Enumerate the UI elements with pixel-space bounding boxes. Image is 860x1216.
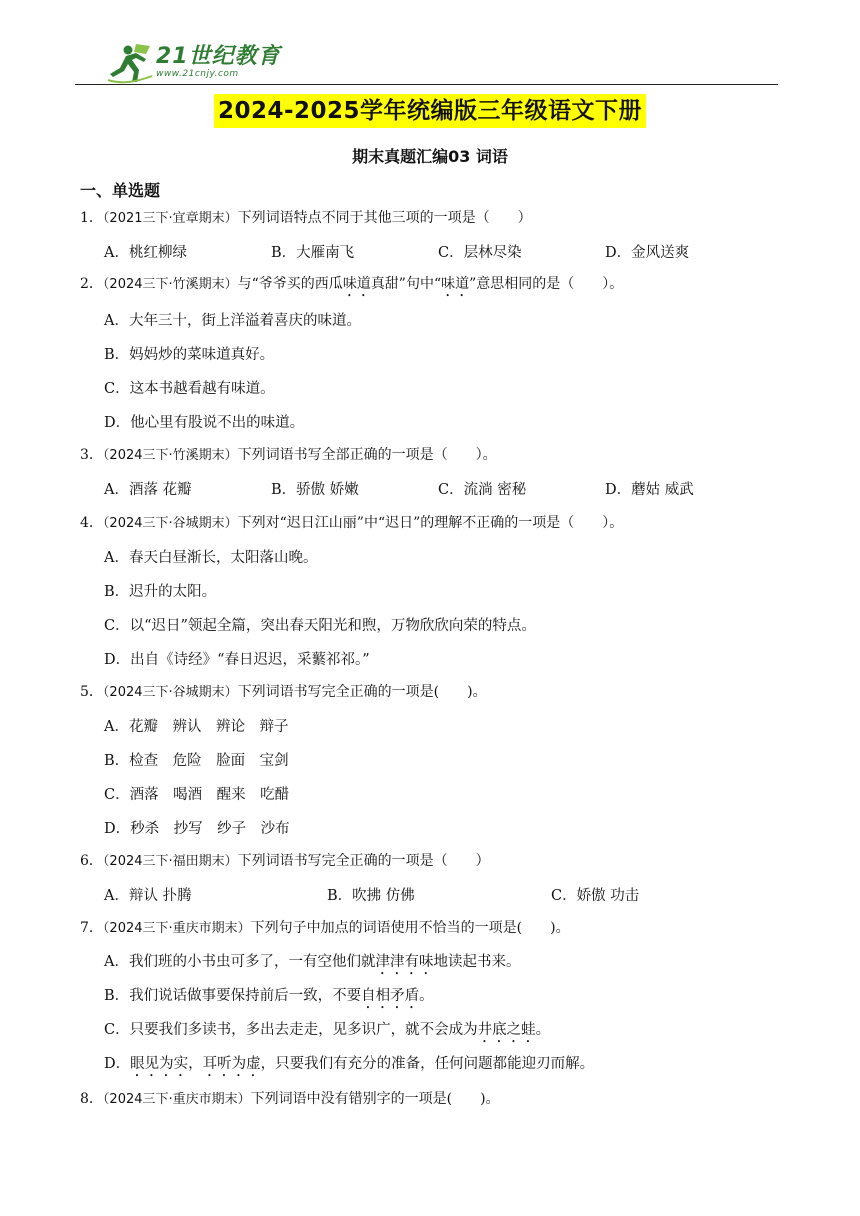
emphasized-word: 津津有味	[375, 954, 434, 970]
section-title: 一、单选题	[80, 181, 161, 200]
option-d: D．蘑姑 威武	[605, 482, 694, 498]
question-number: 7．	[80, 920, 103, 936]
question-source: （2024三下·重庆市期末）	[102, 921, 251, 936]
option-a: A．春天白昼渐长，太阳落山晚。	[104, 550, 318, 566]
option-text: 。	[419, 988, 434, 1004]
option-a: A．辩认 扑腾	[104, 888, 192, 904]
header-divider	[75, 84, 778, 85]
option-text: 地读起书来。	[433, 954, 521, 970]
question-number: 5．	[80, 684, 103, 700]
option-b: B．妈妈炒的菜味道真好。	[104, 347, 275, 363]
option-text: A．我们班的小书虫可多了，一有空他们就	[104, 954, 376, 970]
option-b: B．迟升的太阳。	[104, 584, 217, 600]
question-1	[80, 207, 532, 227]
question-number: 6．	[80, 853, 103, 869]
emphasized-word: 井底之蛙	[477, 1022, 536, 1038]
emphasized-word: 眼见为实，耳听为虚	[130, 1056, 261, 1072]
question-source: （2024三下·竹溪期末）	[102, 277, 238, 292]
question-source: （2024三下·竹溪期末）	[102, 448, 238, 463]
option-a: A．大年三十，街上洋溢着喜庆的味道。	[104, 313, 361, 329]
logo-url: www.21cnjy.com	[156, 69, 239, 79]
question-source: （2021三下·宜章期末）	[102, 211, 238, 226]
question-stem: 下列词语书写完全正确的一项是（ ）	[237, 853, 490, 869]
question-8	[80, 1088, 500, 1108]
option-c: C．层林尽染	[438, 245, 522, 261]
option-c: C．这本书越看越有味道。	[104, 381, 275, 397]
option-c: C．以“迟日”领起全篇，突出春天阳光和煦，万物欣欣向荣的特点。	[104, 618, 536, 634]
option-d: D．他心里有股说不出的味道。	[104, 415, 305, 431]
emphasized-word: 自相矛盾	[361, 988, 420, 1004]
option-text: 。	[535, 1022, 551, 1038]
question-source: （2024三下·福田期末）	[102, 854, 238, 869]
question-stem: 下列句子中加点的词语使用不恰当的一项是( )。	[250, 920, 570, 936]
question-3	[80, 444, 497, 464]
question-number: 1．	[80, 210, 103, 226]
option-b: B．吹拂 仿佛	[327, 888, 415, 904]
option-b: B．大雁南飞	[271, 245, 355, 261]
option-text: ，只要我们有充分的准备，任何问题都能迎刃而解。	[260, 1056, 595, 1072]
question-number: 8．	[80, 1091, 103, 1107]
question-number: 2．	[80, 276, 103, 292]
emphasized-word: 味道	[342, 276, 371, 292]
option-d	[104, 1052, 594, 1080]
option-text: B．我们说话做事要保持前后一致，不要	[104, 988, 362, 1004]
option-text: C．只要我们多读书，多出去走走，见多识广，就不会成为	[104, 1022, 478, 1038]
logo-text: 21世纪教育	[156, 44, 281, 69]
page-header	[100, 40, 780, 88]
question-stem-part: ”意思相同的是（ ）。	[469, 276, 624, 292]
question-source: （2024三下·谷城期末）	[102, 516, 238, 531]
question-4	[80, 512, 623, 532]
runner-logo-icon	[106, 40, 154, 84]
page-title: 2024-2025学年统编版三年级语文下册	[214, 94, 646, 128]
option-a: A．桃红柳绿	[104, 245, 187, 261]
option-c: C．酒落 喝酒 醒来 吃醋	[104, 787, 290, 803]
question-source: （2024三下·谷城期末）	[102, 685, 238, 700]
page-subtitle: 期末真题汇编03 词语	[352, 147, 508, 166]
question-stem: 下列词语书写完全正确的一项是( )。	[237, 684, 487, 700]
question-stem-part: 与“爷爷买的西瓜	[237, 276, 343, 292]
option-c: C．流淌 密秘	[438, 482, 527, 498]
question-stem: 下列词语中没有错别字的一项是( )。	[250, 1091, 500, 1107]
option-a	[104, 950, 520, 978]
option-c: C．娇傲 功击	[551, 888, 640, 904]
question-stem: 下列对“迟日江山丽”中“迟日”的理解不正确的一项是（ ）。	[237, 515, 624, 531]
question-source: （2024三下·重庆市期末）	[102, 1092, 251, 1107]
question-number: 3．	[80, 447, 103, 463]
question-2	[80, 273, 623, 300]
option-b	[104, 984, 434, 1012]
question-7	[80, 917, 570, 937]
question-6	[80, 850, 490, 870]
logo	[106, 40, 281, 84]
option-a: A．酒落 花瓣	[104, 482, 192, 498]
option-b: B．检查 危险 脸面 宝剑	[104, 753, 289, 769]
question-stem: 下列词语特点不同于其他三项的一项是（ ）	[237, 210, 532, 226]
option-a: A．花瓣 辨认 辨论 辩子	[104, 719, 289, 735]
emphasized-word: 味道	[441, 276, 470, 292]
option-b: B．骄傲 娇嫩	[271, 482, 359, 498]
question-stem: 下列词语书写全部正确的一项是（ ）。	[237, 447, 497, 463]
question-5	[80, 681, 487, 701]
option-c	[104, 1018, 550, 1046]
option-text: D．	[104, 1056, 131, 1072]
option-d: D．出自《诗经》“春日迟迟，采蘩祁祁。”	[104, 652, 370, 668]
option-d: D．秒杀 抄写 纱子 沙布	[104, 821, 290, 837]
option-d: D．金风送爽	[605, 245, 690, 261]
question-stem-part: 真甜”句中“	[370, 276, 442, 292]
question-number: 4．	[80, 515, 103, 531]
